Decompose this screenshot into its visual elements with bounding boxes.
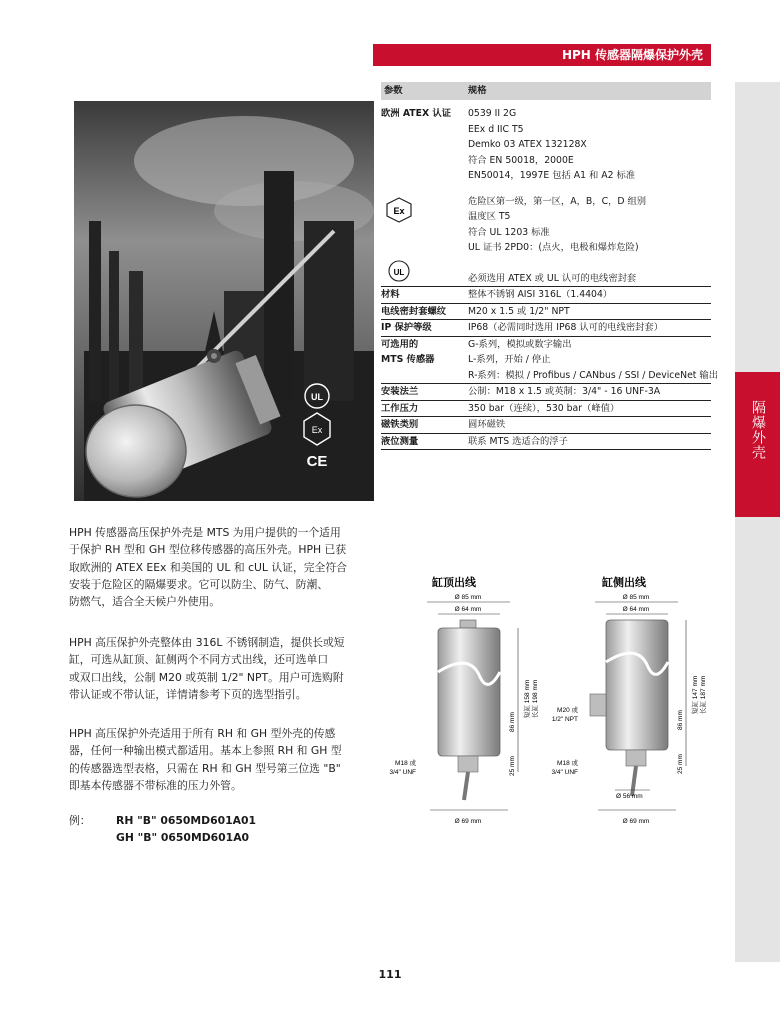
svg-text:M18 或: M18 或 xyxy=(557,760,578,767)
svg-text:25 mm: 25 mm xyxy=(677,754,684,774)
spec-row-sensors: 可选用的 MTS 传感器 G-系列，模拟或数字输出 L-系列，开始 / 停止 R-系列：模拟 / Profibus / CANbus / SSI / DeviceNet 输出 xyxy=(381,337,711,385)
section-tab-label: 隔爆外壳 xyxy=(750,400,766,460)
drawing-side-exit xyxy=(551,575,707,825)
svg-text:短缸 147 mm: 短缸 147 mm xyxy=(692,675,699,714)
svg-text:3/4" UNF: 3/4" UNF xyxy=(389,769,416,776)
svg-text:Ø 85 mm: Ø 85 mm xyxy=(622,594,650,601)
svg-text:长缸 198 mm: 长缸 198 mm xyxy=(532,679,539,718)
dimension-drawings xyxy=(380,572,720,832)
spec-row-pressure: 工作压力 350 bar（连续），530 bar（峰值） xyxy=(381,401,711,418)
spec-header xyxy=(381,82,711,100)
svg-text:缸侧出线: 缸侧出线 xyxy=(602,577,646,589)
svg-text:3/4" UNF: 3/4" UNF xyxy=(551,769,578,776)
svg-text:Ex: Ex xyxy=(393,205,405,216)
svg-text:长缸 187 mm: 长缸 187 mm xyxy=(700,675,707,714)
svg-text:Ø 69 mm: Ø 69 mm xyxy=(622,818,650,825)
svg-text:缸顶出线: 缸顶出线 xyxy=(432,577,476,589)
svg-text:Ø 69 mm: Ø 69 mm xyxy=(454,818,482,825)
svg-text:Ø 56 mm: Ø 56 mm xyxy=(616,793,643,800)
spec-row-gland-note: UL 必须选用 ATEX 或 UL 认可的电线密封套 xyxy=(381,256,711,288)
svg-text:25 mm: 25 mm xyxy=(509,756,516,776)
product-photo xyxy=(74,101,374,501)
spec-row-thread: 电线密封套螺纹 M20 x 1.5 或 1/2" NPT xyxy=(381,304,711,321)
svg-text:Ø 64 mm: Ø 64 mm xyxy=(454,606,482,613)
svg-text:M20 或: M20 或 xyxy=(557,707,578,714)
side-strip xyxy=(735,82,780,962)
spec-row-level: 液位测量 联系 MTS 选适合的浮子 xyxy=(381,434,711,451)
svg-text:短缸 158 mm: 短缸 158 mm xyxy=(524,679,531,718)
spec-row-magnet: 磁铁类别 圆环磁铁 xyxy=(381,417,711,434)
ex-hexagon-icon xyxy=(384,196,414,224)
spec-row-material: 材料 整体不锈钢 AISI 316L（1.4404） xyxy=(381,287,711,304)
svg-text:M18 或: M18 或 xyxy=(395,760,416,767)
paragraph-compatibility: HPH 高压保护外壳适用于所有 RH 和 GH 型外壳的传感 器，任何一种输出模式都适用。基本上参照 RH 和 GH 型 的传感器选型表格，只需在 RH 和 GH 型号第三位选 "B" 即基本传感器不带标准的压力外管。 xyxy=(69,727,342,792)
svg-text:1/2" NPT: 1/2" NPT xyxy=(551,716,578,723)
drawing-top-exit xyxy=(389,575,539,825)
spec-row-atex: 欧洲 ATEX 认证 0539 II 2G EEx d IIC T5 Demko 03 ATEX 132128X 符合 EN 50018，2000E EN50014，1997E 包括 A1 和 A2 标准 xyxy=(381,108,636,181)
svg-text:UL: UL xyxy=(311,392,323,402)
paragraph-construction: HPH 高压保护外壳整体由 316L 不锈钢制造，提供长或短 缸，可选从缸顶、缸侧两个不同方式出线，还可选单口 或双口出线，公制 M20 或英制 1/2" NPT。用户可选购附 带认证或不带认证，详情请参考下页的选型指引。 xyxy=(69,636,345,701)
svg-text:UL: UL xyxy=(393,267,405,277)
spec-row-ip: IP 保护等级 IP68（必需同时选用 IP68 认可的电线密封套） xyxy=(381,320,711,337)
svg-text:Ø 64 mm: Ø 64 mm xyxy=(622,606,650,613)
svg-text:86 mm: 86 mm xyxy=(509,712,516,732)
svg-text:Ø 85 mm: Ø 85 mm xyxy=(454,594,482,601)
spec-table xyxy=(381,82,718,450)
spec-header-spec: 规格 xyxy=(468,85,487,96)
spec-row-flange: 安装法兰 公制：M18 x 1.5 或英制：3/4" - 16 UNF-3A xyxy=(381,384,711,401)
svg-text:86 mm: 86 mm xyxy=(677,710,684,730)
cul-listed-icon xyxy=(383,257,419,283)
paragraph-intro: HPH 传感器高压保护外壳是 MTS 为用户提供的一个适用 于保护 RH 型和 GH 型位移传感器的高压外壳。HPH 已获 取欧洲的 ATEX EEx 和美国的 UL 和 cUL 认证，完全符合 安装于危险区的隔爆要求。它可以防尘、防气、防潮、 防燃气，适合全天候户外使用。 xyxy=(69,526,347,609)
spec-header-param: 参数 xyxy=(384,85,403,96)
ce-mark-icon: CE xyxy=(306,453,328,470)
svg-text:Ex: Ex xyxy=(311,425,323,435)
page-number: 111 xyxy=(378,968,402,981)
spec-row-ul: Ex 危险区第一级，第一区，A，B，C，D 组别 温度区 T5 符合 UL 1203 标准 UL 证书 2PD0：(点火，电极和爆炸危险) xyxy=(381,184,711,256)
page-banner: HPH 传感器隔爆保护外壳 xyxy=(373,44,711,66)
section-tab[interactable] xyxy=(735,372,780,517)
example-block: 例： RH "B" 0650MD601A01 GH "B" 0650MD601A0 xyxy=(69,814,257,844)
